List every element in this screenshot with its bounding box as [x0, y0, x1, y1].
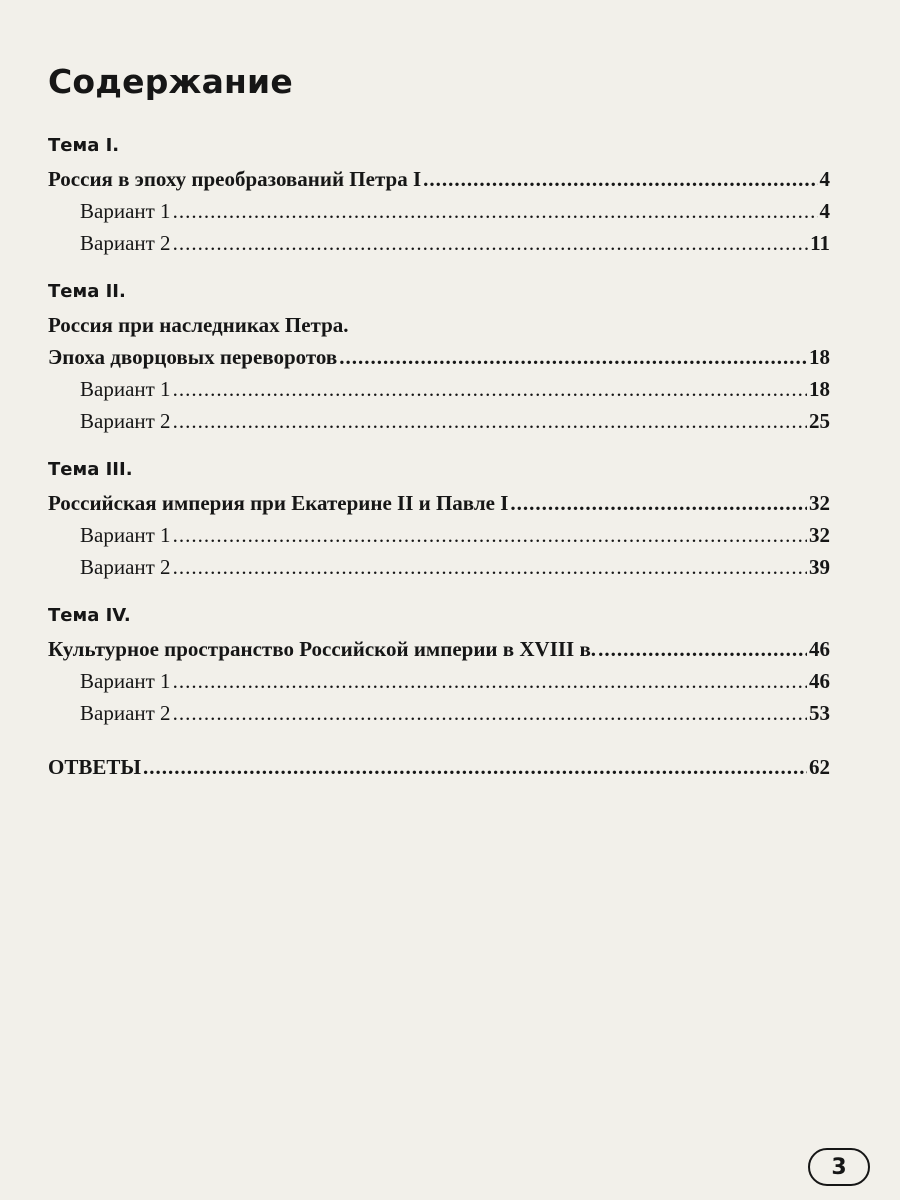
dot-leader: [173, 665, 807, 697]
toc-entry-variant[interactable]: [48, 195, 830, 227]
toc-section-3: [48, 459, 830, 583]
toc-entry-variant[interactable]: [48, 519, 830, 551]
theme-label: Тема III.: [48, 459, 133, 480]
toc-entry-theme-2[interactable]: [48, 341, 830, 373]
entry-page: 4: [819, 167, 830, 191]
entry-title: Эпоха дворцовых переворотов: [48, 345, 338, 369]
dot-leader: [173, 373, 807, 405]
toc-section-2: [48, 281, 830, 437]
entry-page: 32: [809, 491, 830, 515]
entry-title: Вариант 1: [80, 377, 171, 401]
theme-label: Тема II.: [48, 281, 126, 302]
toc-entry-variant[interactable]: [48, 405, 830, 437]
dot-leader: [173, 227, 809, 259]
entry-title: Вариант 1: [80, 669, 171, 693]
entry-title: Вариант 2: [80, 409, 171, 433]
entry-title: Вариант 2: [80, 555, 171, 579]
entry-title: Вариант 2: [80, 701, 171, 725]
dot-leader: [510, 487, 807, 519]
entry-page: 53: [809, 701, 830, 725]
dot-leader: [143, 751, 807, 783]
page-title: Содержание: [48, 62, 293, 101]
entry-page: 46: [809, 637, 830, 661]
dot-leader: [173, 551, 807, 583]
theme-label: Тема IV.: [48, 605, 131, 626]
toc-entry-variant[interactable]: [48, 665, 830, 697]
entry-title: ОТВЕТЫ: [48, 755, 141, 779]
entry-title: Российская империя при Екатерине II и Павле I: [48, 491, 509, 515]
entry-title: Вариант 2: [80, 231, 171, 255]
page-number-badge: 3: [808, 1148, 870, 1186]
theme-label: Тема I.: [48, 135, 120, 156]
entry-title: Россия в эпоху преобразований Петра I: [48, 167, 422, 191]
entry-page: 46: [809, 669, 830, 693]
entry-page: 39: [809, 555, 830, 579]
toc-entry-theme-3[interactable]: [48, 487, 830, 519]
entry-title-line: Россия при наследниках Петра.: [48, 313, 349, 337]
toc-entry-variant[interactable]: [48, 551, 830, 583]
toc-entry-variant[interactable]: [48, 227, 830, 259]
toc-section-4: [48, 605, 830, 729]
toc-entry-variant[interactable]: [48, 373, 830, 405]
entry-page: 18: [809, 345, 830, 369]
dot-leader: [173, 195, 818, 227]
entry-title: Вариант 1: [80, 523, 171, 547]
toc-entry-answers[interactable]: [48, 751, 830, 783]
dot-leader: [173, 405, 807, 437]
dot-leader: [598, 633, 807, 665]
dot-leader: [173, 519, 807, 551]
dot-leader: [339, 341, 807, 373]
entry-page: 62: [809, 755, 830, 779]
entry-page: 11: [810, 231, 830, 255]
toc-entry-theme-4[interactable]: [48, 633, 830, 665]
entry-title: Культурное пространство Российской империи в XVIII в.: [48, 637, 597, 661]
dot-leader: [173, 697, 807, 729]
entry-page: 32: [809, 523, 830, 547]
entry-title: Вариант 1: [80, 199, 171, 223]
toc-section-1: [48, 135, 830, 259]
entry-page: 25: [809, 409, 830, 433]
toc-entry-variant[interactable]: [48, 697, 830, 729]
toc-entry-theme-1[interactable]: [48, 163, 830, 195]
entry-page: 18: [809, 377, 830, 401]
entry-page: 4: [819, 199, 830, 223]
dot-leader: [423, 163, 817, 195]
